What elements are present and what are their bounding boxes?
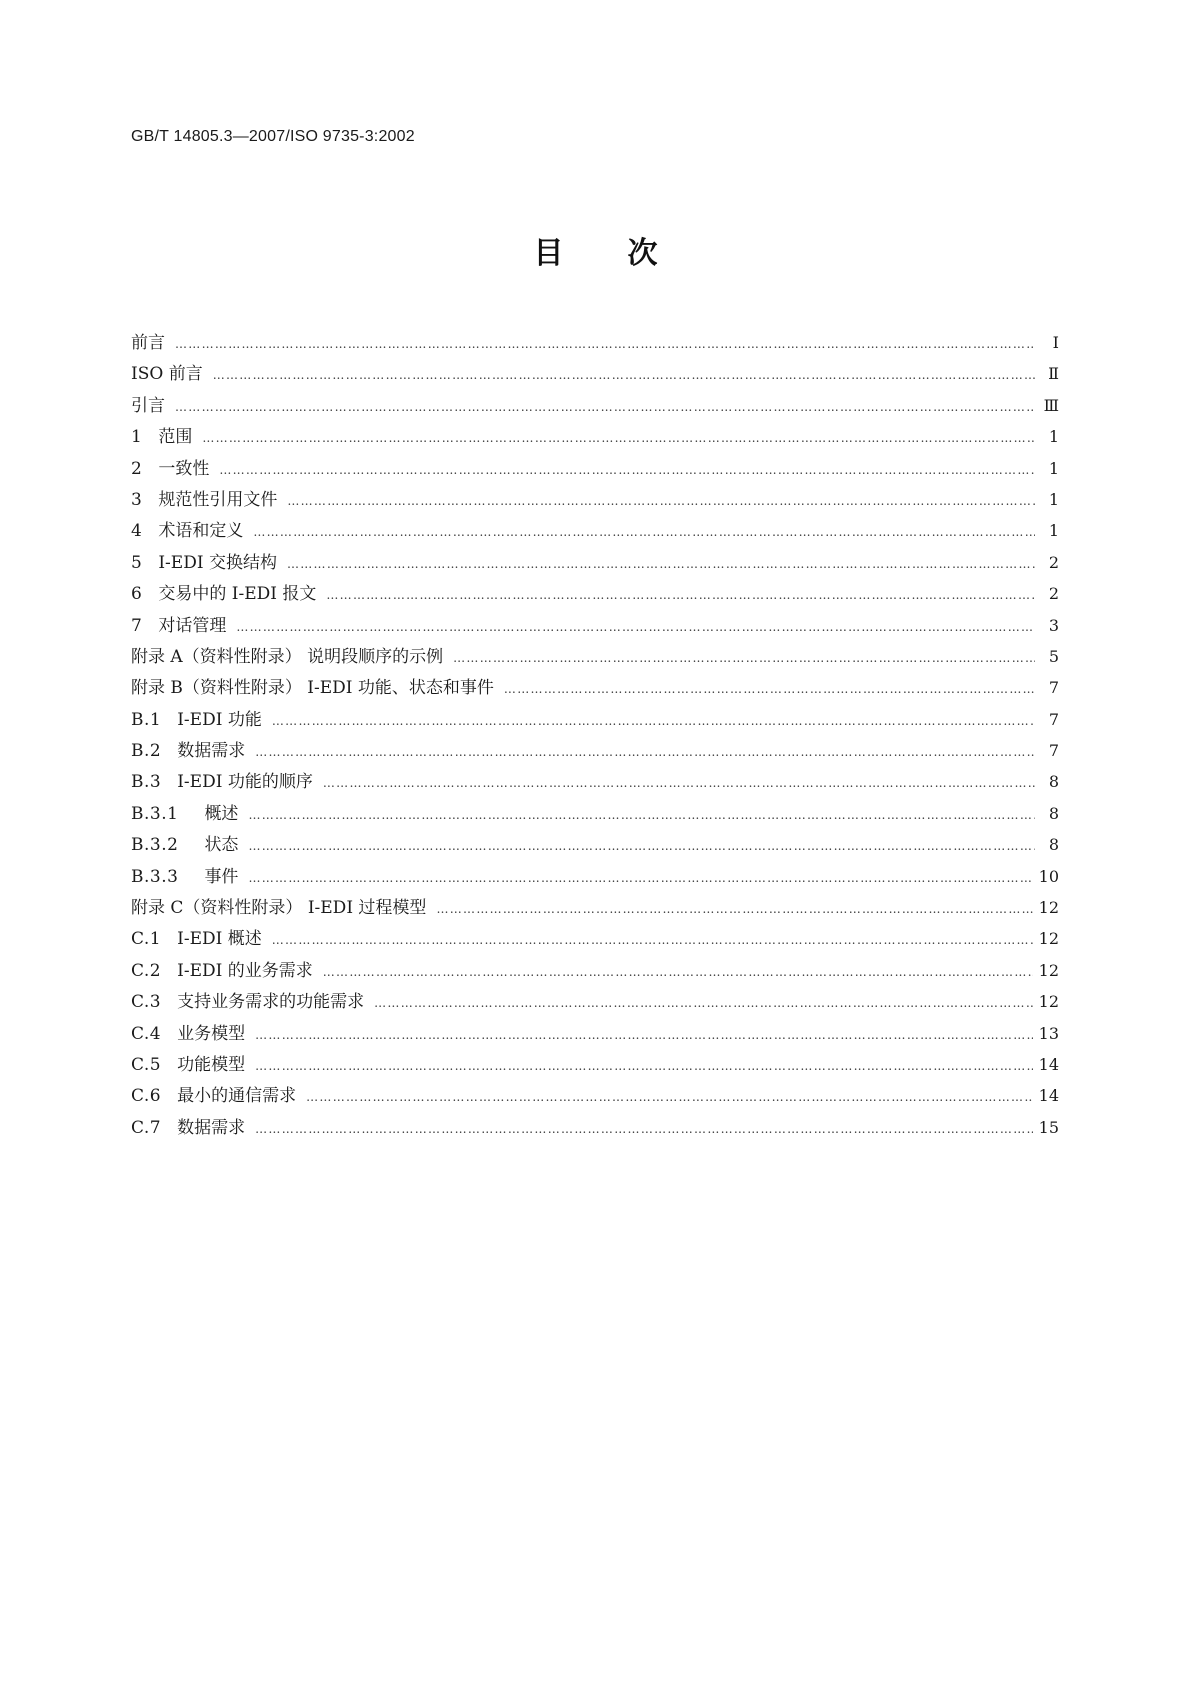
toc-entry-text: 术语和定义 bbox=[158, 521, 244, 542]
toc-entry-page-number: 1 bbox=[1048, 489, 1059, 509]
toc-entry[interactable] bbox=[131, 421, 1059, 452]
toc-entry-label bbox=[131, 862, 248, 893]
toc-entry-page-number: 13 bbox=[1038, 1023, 1059, 1043]
toc-entry-text: I-EDI 概述 bbox=[177, 929, 262, 950]
toc-entry-number: B.1 bbox=[131, 709, 162, 730]
toc-entry-text: 引言 bbox=[131, 395, 165, 416]
toc-entry[interactable] bbox=[131, 955, 1059, 986]
dot-leader bbox=[255, 1020, 1033, 1051]
toc-entry-page-number: 2 bbox=[1048, 584, 1059, 604]
dot-leader bbox=[504, 674, 1035, 705]
toc-entry-number: 1 bbox=[131, 427, 143, 448]
toc-entry-number: B.3 bbox=[131, 772, 162, 793]
toc-entry-label bbox=[131, 1113, 255, 1144]
dot-leader bbox=[248, 863, 1032, 894]
toc-entry-text: 一致性 bbox=[158, 458, 210, 479]
dot-leader bbox=[436, 894, 1032, 925]
page-title: 目次 bbox=[533, 236, 722, 271]
toc-entry-label bbox=[131, 705, 272, 736]
toc-entry-text: 附录 B（资料性附录） I-EDI 功能、状态和事件 bbox=[131, 678, 494, 699]
dot-leader bbox=[323, 768, 1035, 799]
toc-entry-text: 概述 bbox=[204, 803, 239, 824]
toc-entry[interactable] bbox=[131, 610, 1059, 641]
toc-entry-number: C.3 bbox=[131, 992, 162, 1013]
toc-entry-label bbox=[131, 454, 219, 485]
toc-entry-page-number: 8 bbox=[1048, 772, 1059, 792]
toc-entry-number: 6 bbox=[131, 584, 143, 605]
dot-leader bbox=[175, 392, 1035, 423]
toc-entry-label bbox=[131, 391, 175, 422]
toc-entry-label bbox=[131, 767, 323, 798]
toc-entry-page-number: 1 bbox=[1048, 458, 1059, 478]
toc-entry-text: 附录 A（资料性附录） 说明段顺序的示例 bbox=[131, 646, 444, 667]
toc-entry-number: C.6 bbox=[131, 1086, 162, 1107]
dot-leader bbox=[175, 329, 1035, 360]
toc-entry-number: B.3.1 bbox=[131, 803, 179, 824]
toc-entry-page-number: 5 bbox=[1048, 646, 1059, 666]
toc-entry[interactable] bbox=[131, 923, 1059, 954]
toc-entry-page-number: 1 bbox=[1048, 521, 1059, 541]
toc-entry-label bbox=[131, 1081, 306, 1112]
toc-entry[interactable] bbox=[131, 578, 1059, 609]
dot-leader bbox=[272, 925, 1033, 956]
dot-leader bbox=[255, 1114, 1033, 1145]
toc-entry-text: 范围 bbox=[158, 427, 193, 448]
toc-entry[interactable] bbox=[131, 861, 1059, 892]
toc-entry[interactable] bbox=[131, 704, 1059, 735]
toc-entry-label bbox=[131, 893, 436, 924]
toc-entry[interactable] bbox=[131, 892, 1059, 923]
toc-entry-page-number: 10 bbox=[1038, 866, 1059, 886]
toc-entry-label bbox=[131, 736, 255, 767]
dot-leader bbox=[453, 643, 1035, 674]
toc-entry-label bbox=[131, 422, 202, 453]
toc-entry-text: 支持业务需求的功能需求 bbox=[177, 992, 365, 1013]
toc-entry[interactable] bbox=[131, 515, 1059, 546]
toc-entry-label bbox=[131, 924, 272, 955]
toc-entry-page-number: 12 bbox=[1038, 929, 1059, 949]
toc-entry[interactable] bbox=[131, 1112, 1059, 1143]
toc-entry-page-number: 1 bbox=[1048, 427, 1059, 447]
toc-entry-page-number: 15 bbox=[1038, 1117, 1059, 1137]
toc-entry-page-number: Ⅲ bbox=[1043, 395, 1059, 415]
toc-entry-page-number: 3 bbox=[1048, 615, 1059, 635]
toc-entry[interactable] bbox=[131, 1049, 1059, 1080]
dot-leader bbox=[326, 580, 1035, 611]
dot-leader bbox=[248, 831, 1035, 862]
toc-entry-label bbox=[131, 548, 287, 579]
toc-entry-page-number: 7 bbox=[1048, 678, 1059, 698]
toc-entry[interactable] bbox=[131, 484, 1059, 515]
toc-entry[interactable] bbox=[131, 1080, 1059, 1111]
toc-entry[interactable] bbox=[131, 986, 1059, 1017]
toc-entry-label bbox=[131, 359, 213, 390]
toc-entry-label bbox=[131, 956, 323, 987]
toc-entry-text: 最小的通信需求 bbox=[177, 1086, 297, 1107]
toc-entry-number: C.5 bbox=[131, 1054, 162, 1075]
toc-entry-label bbox=[131, 673, 504, 704]
toc-entry[interactable] bbox=[131, 672, 1059, 703]
toc-entry-label bbox=[131, 485, 287, 516]
toc-entry-page-number: 12 bbox=[1038, 992, 1059, 1012]
dot-leader bbox=[219, 455, 1035, 486]
toc-entry-text: 规范性引用文件 bbox=[158, 489, 278, 510]
toc-entry-number: B.2 bbox=[131, 741, 162, 762]
toc-entry-text: 功能模型 bbox=[177, 1054, 246, 1075]
toc-entry-number: 7 bbox=[131, 615, 143, 636]
dot-leader bbox=[374, 988, 1033, 1019]
toc-entry-label bbox=[131, 1019, 255, 1050]
toc-entry-label bbox=[131, 987, 374, 1018]
toc-entry-page-number: 14 bbox=[1038, 1054, 1059, 1074]
dot-leader bbox=[306, 1082, 1033, 1113]
dot-leader bbox=[236, 612, 1035, 643]
toc-entry-label bbox=[131, 516, 253, 547]
toc-entry[interactable] bbox=[131, 641, 1059, 672]
toc-entry[interactable] bbox=[131, 829, 1059, 860]
toc-entry[interactable] bbox=[131, 735, 1059, 766]
toc-entry-text: 前言 bbox=[131, 333, 165, 353]
toc-entry-text: 事件 bbox=[204, 866, 239, 887]
dot-leader bbox=[248, 800, 1035, 831]
dot-leader bbox=[255, 737, 1035, 768]
toc-entry-label bbox=[131, 642, 453, 673]
toc-entry-page-number: 7 bbox=[1048, 709, 1059, 729]
toc-entry-page-number: Ⅰ bbox=[1052, 333, 1059, 352]
toc-entry[interactable] bbox=[131, 390, 1059, 421]
toc-entry-text: I-EDI 交换结构 bbox=[158, 552, 277, 573]
toc-entry-page-number: 8 bbox=[1048, 835, 1059, 855]
dot-leader bbox=[213, 360, 1035, 391]
toc-entry[interactable] bbox=[131, 327, 1059, 358]
toc-entry[interactable] bbox=[131, 766, 1059, 797]
dot-leader bbox=[323, 957, 1033, 988]
toc-entry-label bbox=[131, 799, 248, 830]
toc-entry-text: 业务模型 bbox=[177, 1023, 246, 1044]
toc-entry-text: 数据需求 bbox=[177, 741, 246, 762]
toc-entry-text: 附录 C（资料性附录） I-EDI 过程模型 bbox=[131, 898, 427, 919]
dot-leader bbox=[272, 706, 1035, 737]
table-of-contents bbox=[131, 327, 1059, 1143]
toc-entry-text: ISO 前言 bbox=[131, 364, 203, 385]
toc-entry-label bbox=[131, 830, 248, 861]
toc-entry-text: 交易中的 I-EDI 报文 bbox=[158, 584, 317, 605]
dot-leader bbox=[287, 486, 1035, 517]
document-code: GB/T 14805.3—2007/ISO 9735-3:2002 bbox=[131, 128, 415, 145]
toc-entry[interactable] bbox=[131, 798, 1059, 829]
dot-leader bbox=[202, 423, 1035, 454]
toc-entry-number: C.1 bbox=[131, 929, 162, 950]
toc-entry-label bbox=[131, 1050, 255, 1081]
toc-entry-page-number: 12 bbox=[1038, 960, 1059, 980]
toc-entry-page-number: 7 bbox=[1048, 741, 1059, 761]
toc-entry[interactable] bbox=[131, 547, 1059, 578]
toc-entry-text: I-EDI 功能 bbox=[177, 709, 262, 730]
toc-entry-page-number: 12 bbox=[1038, 898, 1059, 918]
toc-entry-number: B.3.3 bbox=[131, 866, 179, 887]
toc-entry-number: C.7 bbox=[131, 1117, 162, 1138]
dot-leader bbox=[287, 549, 1035, 580]
toc-entry-label bbox=[131, 579, 326, 610]
toc-entry-page-number: 14 bbox=[1038, 1086, 1059, 1106]
toc-entry-text: I-EDI 的业务需求 bbox=[177, 960, 313, 981]
toc-entry-page-number: 8 bbox=[1048, 803, 1059, 823]
toc-entry-label bbox=[131, 611, 236, 642]
toc-entry-number: B.3.2 bbox=[131, 835, 179, 856]
toc-entry-number: 2 bbox=[131, 458, 143, 479]
toc-entry-text: 状态 bbox=[204, 835, 239, 856]
toc-entry-label bbox=[131, 328, 175, 359]
toc-entry-number: 4 bbox=[131, 521, 143, 542]
dot-leader bbox=[253, 517, 1035, 548]
dot-leader bbox=[255, 1051, 1033, 1082]
toc-entry[interactable] bbox=[131, 453, 1059, 484]
toc-entry-page-number: Ⅱ bbox=[1048, 364, 1059, 384]
toc-entry-number: C.4 bbox=[131, 1023, 162, 1044]
toc-entry[interactable] bbox=[131, 1018, 1059, 1049]
toc-entry-page-number: 2 bbox=[1048, 552, 1059, 572]
toc-entry-number: 3 bbox=[131, 489, 143, 510]
toc-entry-number: C.2 bbox=[131, 960, 162, 981]
toc-entry-text: 对话管理 bbox=[158, 615, 227, 636]
toc-entry-number: 5 bbox=[131, 552, 143, 573]
toc-entry[interactable] bbox=[131, 358, 1059, 389]
toc-entry-text: 数据需求 bbox=[177, 1117, 246, 1138]
toc-entry-text: I-EDI 功能的顺序 bbox=[177, 772, 313, 793]
